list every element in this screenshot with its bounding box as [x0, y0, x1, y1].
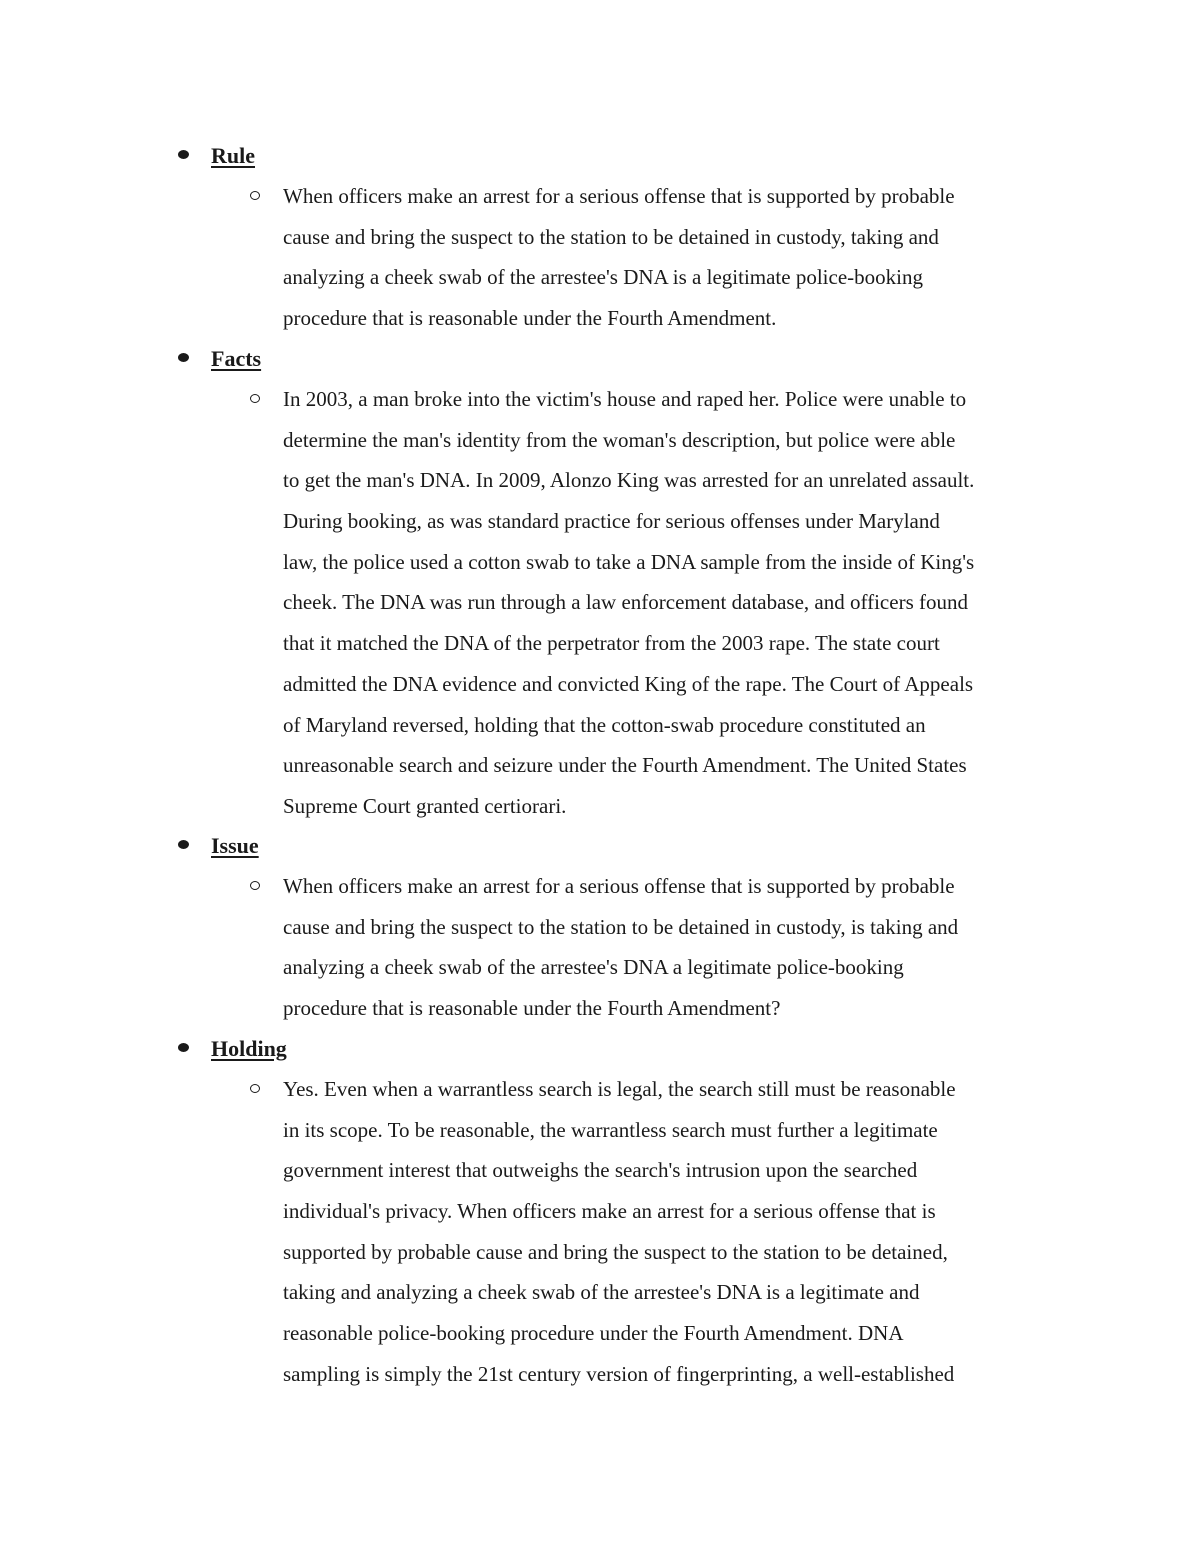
text-line: analyzing a cheek swab of the arrestee's DNA a legitimate police-booking [283, 955, 904, 980]
sub-item-issue [0, 866, 1200, 1029]
text-line: reasonable police-booking procedure under the Fourth Amendment. DNA [283, 1321, 904, 1346]
section-heading-facts: Facts [211, 346, 262, 371]
text-line: of Maryland reversed, holding that the cotton-swab procedure constituted an [283, 712, 926, 737]
text-line: unreasonable search and seizure under the Fourth Amendment. The United States [283, 753, 967, 778]
text-line: sampling is simply the 21st century version of fingerprinting, a well-established [283, 1361, 955, 1386]
sub-item-holding [0, 1069, 1200, 1395]
section-heading-rule: Rule [211, 143, 255, 168]
section-heading-issue: Issue [211, 833, 259, 858]
text-line: procedure that is reasonable under the Fourth Amendment. [283, 306, 777, 331]
text-line: procedure that is reasonable under the Fourth Amendment? [283, 996, 781, 1021]
text-line: When officers make an arrest for a serious offense that is supported by probable [283, 184, 955, 208]
sub-item-facts [0, 379, 1200, 827]
text-line: determine the man's identity from the woman's description, but police were able [283, 427, 956, 452]
text-line: admitted the DNA evidence and convicted King of the rape. The Court of Appeals [283, 671, 974, 696]
text-line: supported by probable cause and bring the suspect to the station to be detained, [283, 1239, 948, 1264]
text-line: law, the police used a cotton swab to take a DNA sample from the inside of King's [283, 549, 975, 574]
text-line: cheek. The DNA was run through a law enforcement database, and officers found [283, 590, 968, 615]
section-heading-row [0, 1029, 1200, 1069]
text-line: cause and bring the suspect to the station to be detained in custody, taking and [283, 224, 939, 249]
bullet-circle-icon [250, 881, 260, 890]
section-heading-row [0, 826, 1200, 866]
text-line: Supreme Court granted certiorari. [283, 793, 567, 818]
bullet-circle-icon [250, 1084, 260, 1093]
text-line: that it matched the DNA of the perpetrator from the 2003 rape. The state court [283, 631, 940, 656]
text-line: individual's privacy. When officers make an arrest for a serious offense that is [283, 1199, 936, 1224]
text-line: to get the man's DNA. In 2009, Alonzo King was arrested for an unrelated assault. [283, 468, 975, 493]
text-line: taking and analyzing a cheek swab of the arrestee's DNA is a legitimate and [283, 1280, 920, 1305]
text-line: Yes. Even when a warrantless search is legal, the search still must be reasonable [283, 1077, 956, 1101]
bullet-dot-icon [178, 150, 189, 159]
sub-item-rule [0, 176, 1200, 339]
bullet-dot-icon [178, 1043, 189, 1052]
text-line: in its scope. To be reasonable, the warrantless search must further a legitimate [283, 1117, 938, 1142]
text-line: In 2003, a man broke into the victim's house and raped her. Police were unable to [283, 387, 967, 411]
section-heading-holding: Holding [211, 1036, 287, 1061]
section-facts [0, 339, 1200, 827]
section-heading-row [0, 136, 1200, 176]
text-line: During booking, as was standard practice for serious offenses under Maryland [283, 509, 940, 534]
text-line: cause and bring the suspect to the station to be detained in custody, is taking and [283, 914, 959, 939]
text-line: analyzing a cheek swab of the arrestee's DNA is a legitimate police-booking [283, 265, 923, 290]
section-heading-row [0, 339, 1200, 379]
bullet-dot-icon [178, 840, 189, 849]
text-line: When officers make an arrest for a serious offense that is supported by probable [283, 874, 955, 898]
bullet-circle-icon [250, 191, 260, 200]
bullet-circle-icon [250, 394, 260, 403]
section-holding [0, 1029, 1200, 1395]
section-rule [0, 136, 1200, 339]
text-line: government interest that outweighs the search's intrusion upon the searched [283, 1158, 918, 1183]
bullet-dot-icon [178, 353, 189, 362]
section-issue [0, 826, 1200, 1029]
